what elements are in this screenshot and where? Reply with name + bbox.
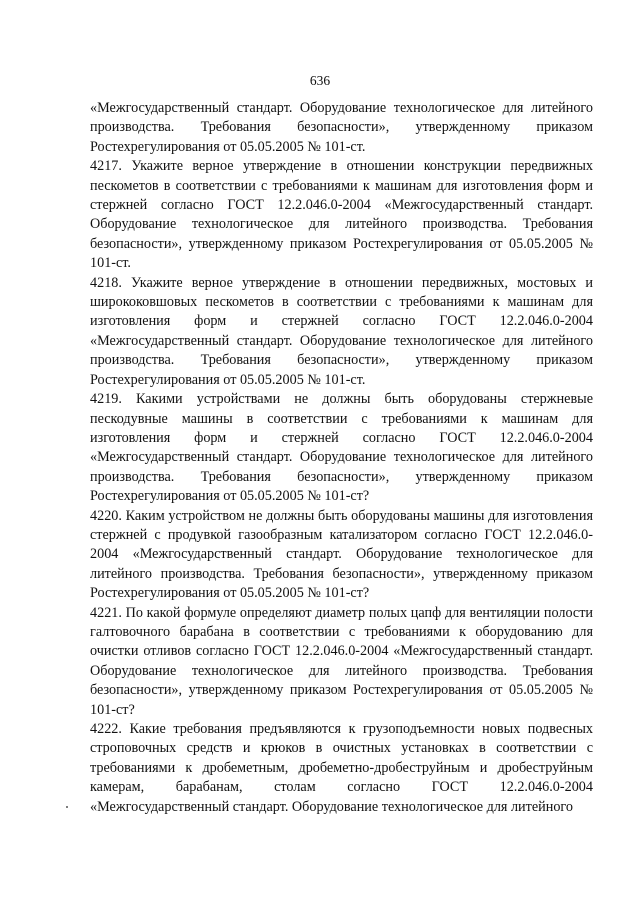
question-4217: 4217. Укажите верное утверждение в отношении конструкции передвижных пескометов в соответствии с требованиями к машинам для изготовления форм и стержней согласно ГОСТ 12.2.046.0-2004 «Межгосударственный стандарт. Оборудование технологическое для литейного производства. Требования безопасности», утвержденному приказом Ростехрегулирования от 05.05.2005 № 101-ст. <box>90 158 593 272</box>
paragraph-continuation: «Межгосударственный стандарт. Оборудование технологическое для литейного производства. Требования безопасности», утвержденному приказом Ростехрегулирования от 05.05.2005 № 101-ст. <box>90 100 593 155</box>
document-body <box>90 99 593 817</box>
scan-speck <box>66 806 68 808</box>
page-number: 636 <box>309 73 331 88</box>
question-4222: 4222. Какие требования предъявляются к грузоподъемности новых подвесных строповочных средств и крюков в очистных установках в соответствии с требованиями к дробеметным, дробеметно-дробеструйным и дробеструйным камерам, барабанам, столам согласно ГОСТ 12.2.046.0-2004 «Межгосударственный стандарт. Оборудование технологическое для литейного <box>90 721 593 815</box>
question-4219: 4219. Какими устройствами не должны быть оборудованы стержневые пескодувные машины в соответствии с требованиями к машинам для изготовления форм и стержней согласно ГОСТ 12.2.046.0-2004 «Межгосударственный стандарт. Оборудование технологическое для литейного производства. Требования безопасности», утвержденному приказом Ростехрегулирования от 05.05.2005 № 101-ст? <box>90 391 593 505</box>
question-4220: 4220. Каким устройством не должны быть оборудованы машины для изготовления стержней с продувкой газообразным катализатором согласно ГОСТ 12.2.046.0-2004 «Межгосударственный стандарт. Оборудование технологическое для литейного производства. Требования безопасности», утвержденному приказом Ростехрегулирования от 05.05.2005 № 101-ст? <box>90 507 593 602</box>
question-4221: 4221. По какой формуле определяют диаметр полых цапф для вентиляции полости галтовочного барабана в соответствии с требованиями к оборудованию для очистки отливов согласно ГОСТ 12.2.046.0-2004 «Межгосударственный стандарт. Оборудование технологическое для литейного производства. Требования безопасности», утвержденному приказом Ростехрегулирования от 05.05.2005 № 101-ст? <box>90 604 593 718</box>
question-4218: 4218. Укажите верное утверждение в отношении передвижных, мостовых и ширококовшовых пескометов в соответствии с требованиями к машинам для изготовления форм и стержней согласно ГОСТ 12.2.046.0-2004 «Межгосударственный стандарт. Оборудование технологическое для литейного производства. Требования безопасности», утвержденному приказом Ростехрегулирования от 05.05.2005 № 101-ст. <box>90 274 593 388</box>
